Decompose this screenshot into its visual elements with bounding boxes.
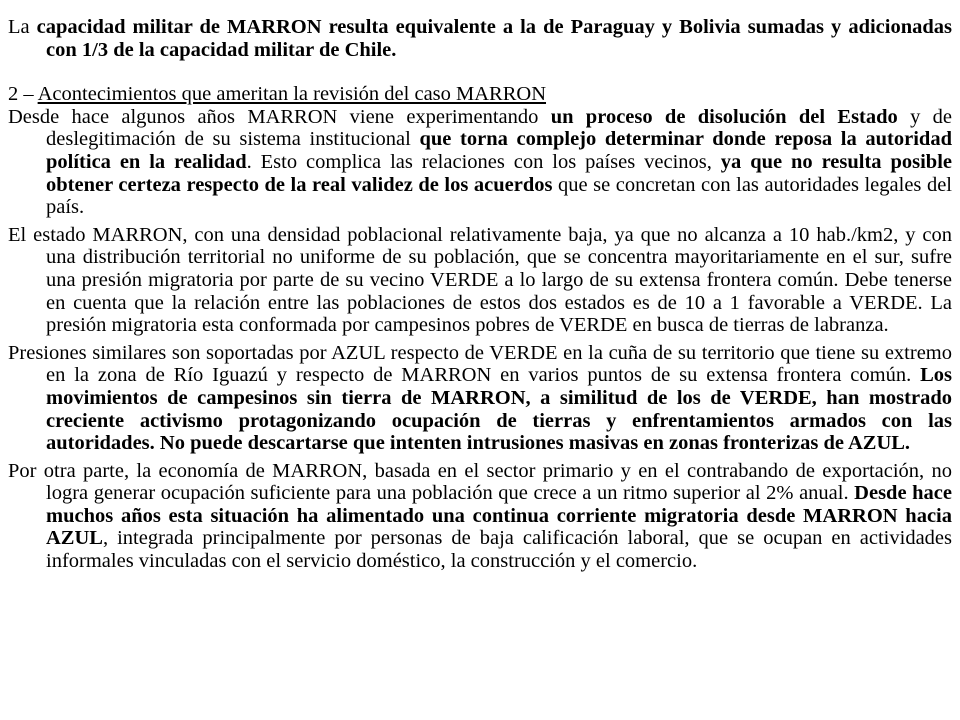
paragraph-economy [8,460,952,573]
document-page [8,16,952,573]
text-run: que se concretan con las autoridades legales del país. [46,173,952,219]
text-run: Desde hace algunos años MARRON viene experimentando [8,105,551,128]
section-heading [8,83,952,106]
paragraph-state-dissolution [8,106,952,219]
paragraph-similar-pressures [8,342,952,455]
text-run: El estado MARRON, con una densidad poblacional relativamente baja, ya que no alcanza a 10 hab./km2, y con una distribución territorial no uniforme de su población, que se concentra mayoritariamente en el sur, sufre una presión migratoria por parte de su vecino VERDE a lo largo de su extensa frontera común. Debe tenerse en cuenta que la relación entre las poblaciones de estos dos estados es de 10 a 1 favorable a VERDE. La presión migratoria esta conformada por campesinos pobres de VERDE en busca de tierras de labranza. [8,223,952,337]
text-run: Por otra parte, la economía de MARRON, basada en el sector primario y en el contrabando de exportación, no logra generar ocupación suficiente para una población que crece a un ritmo superior al 2% anual. [8,459,952,505]
bold-run: Los movimientos de campesinos sin tierra de MARRON, a similitud de los de VERDE, han mostrado creciente activismo protagonizando ocupación de tierras y enfrentamientos armados con las autoridades. No puede descartarse que intenten intrusiones masivas en zonas fronterizas de AZUL. [46,364,952,455]
spacer [8,61,952,83]
text-run: . Esto complica las relaciones con los países vecinos, [246,150,721,173]
bold-run: Desde hace muchos años esta situación ha alimentado una continua corriente migratoria desde MARRON hacia AZUL [46,482,952,550]
text-run: y de deslegitimación de su sistema institucional [46,105,952,151]
bold-run: ya que no resulta posible obtener certeza respecto de la real validez de los acuerdos [46,150,952,196]
paragraph-migration-pressure [8,224,952,337]
section-title: Acontecimientos que ameritan la revisión del caso MARRON [37,83,547,106]
paragraph-military-capacity [8,16,952,61]
text-run: , integrada principalmente por personas de baja calificación laboral, que se ocupan en actividades informales vinculadas con el servicio doméstico, la construcción y el comercio. [46,527,952,573]
text-run: Presiones similares son soportadas por AZUL respecto de VERDE en la cuña de su territorio que tiene su extremo en la zona de Río Iguazú y respecto de MARRON en varios puntos de su extensa frontera común. [8,341,952,387]
bold-run: un proceso de disolución del Estado [550,105,898,128]
section-number: 2 – [8,83,38,106]
text-run: La [8,16,37,38]
bold-run: que torna complejo determinar donde reposa la autoridad política en la realidad [46,128,952,173]
bold-run: capacidad militar de MARRON resulta equivalente a la de Paraguay y Bolivia sumadas y adicionadas con 1/3 de la capacidad militar de Chile. [36,16,952,61]
